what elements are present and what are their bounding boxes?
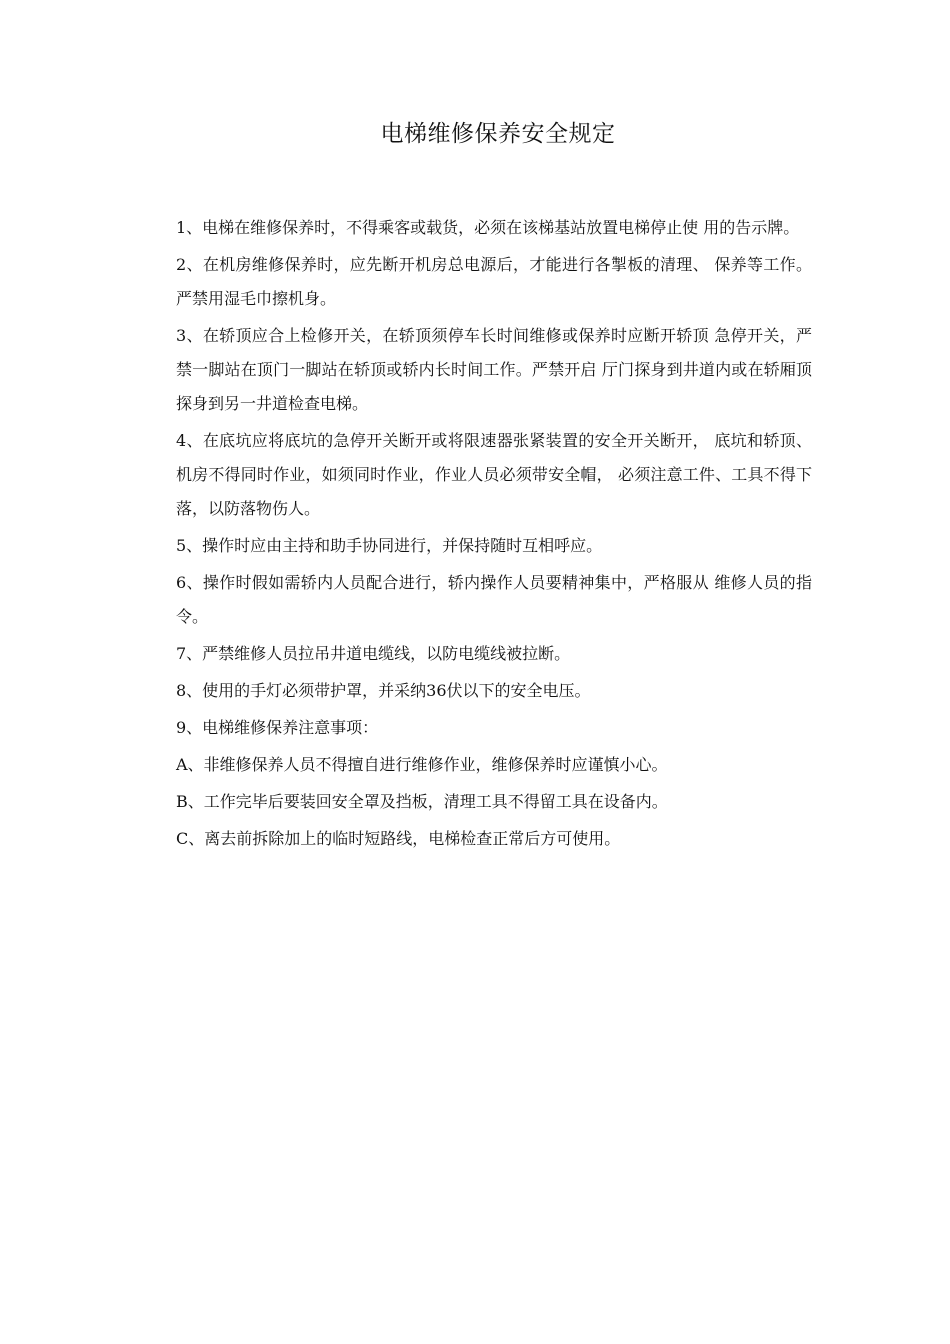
rule-paragraph-7: 7、严禁维修人员拉吊井道电缆线，以防电缆线被拉断。 <box>176 644 571 663</box>
rule-paragraph-5: 5、操作时应由主持和助手协同进行，并保持随时互相呼应。 <box>176 536 603 555</box>
document-body <box>176 211 812 859</box>
rule-paragraph-4: 4、在底坑应将底坑的急停开关断开或将限速器张紧装置的安全开关断开， 底坑和轿顶、机房不得同时作业，如须同时作业，作业人员必须带安全帽， 必须注意工件、工具不得下落，以防落物伤人。 <box>176 431 812 518</box>
note-paragraph-b: B、工作完毕后要装回安全罩及挡板，清理工具不得留工具在设备内。 <box>176 792 668 811</box>
rule-paragraph-6: 6、操作时假如需轿内人员配合进行，轿内操作人员要精神集中，严格服从 维修人员的指令。 <box>176 573 812 626</box>
note-paragraph-a: A、非维修保养人员不得擅自进行维修作业，维修保养时应谨慎小心。 <box>176 755 668 774</box>
document-title: 电梯维修保养安全规定 <box>380 121 616 147</box>
rule-paragraph-8: 8、使用的手灯必须带护罩，并采纳36伏以下的安全电压。 <box>176 681 591 700</box>
rule-paragraph-3: 3、在轿顶应合上检修开关，在轿顶须停车长时间维修或保养时应断开轿顶 急停开关，严禁一脚站在顶门一脚站在轿顶或轿内长时间工作。严禁开启 厅门探身到井道内或在轿厢顶探身到另一井道检查电梯。 <box>176 326 812 413</box>
rule-paragraph-1: 1、电梯在维修保养时，不得乘客或载货，必须在该梯基站放置电梯停止使 用的告示牌。 <box>176 218 800 237</box>
note-paragraph-c: C、离去前拆除加上的临时短路线，电梯检查正常后方可使用。 <box>176 829 621 848</box>
rule-paragraph-9: 9、电梯维修保养注意事项： <box>176 718 379 737</box>
rule-paragraph-2: 2、在机房维修保养时，应先断开机房总电源后，才能进行各掣板的清理、 保养等工作。严禁用湿毛巾擦机身。 <box>176 255 812 308</box>
